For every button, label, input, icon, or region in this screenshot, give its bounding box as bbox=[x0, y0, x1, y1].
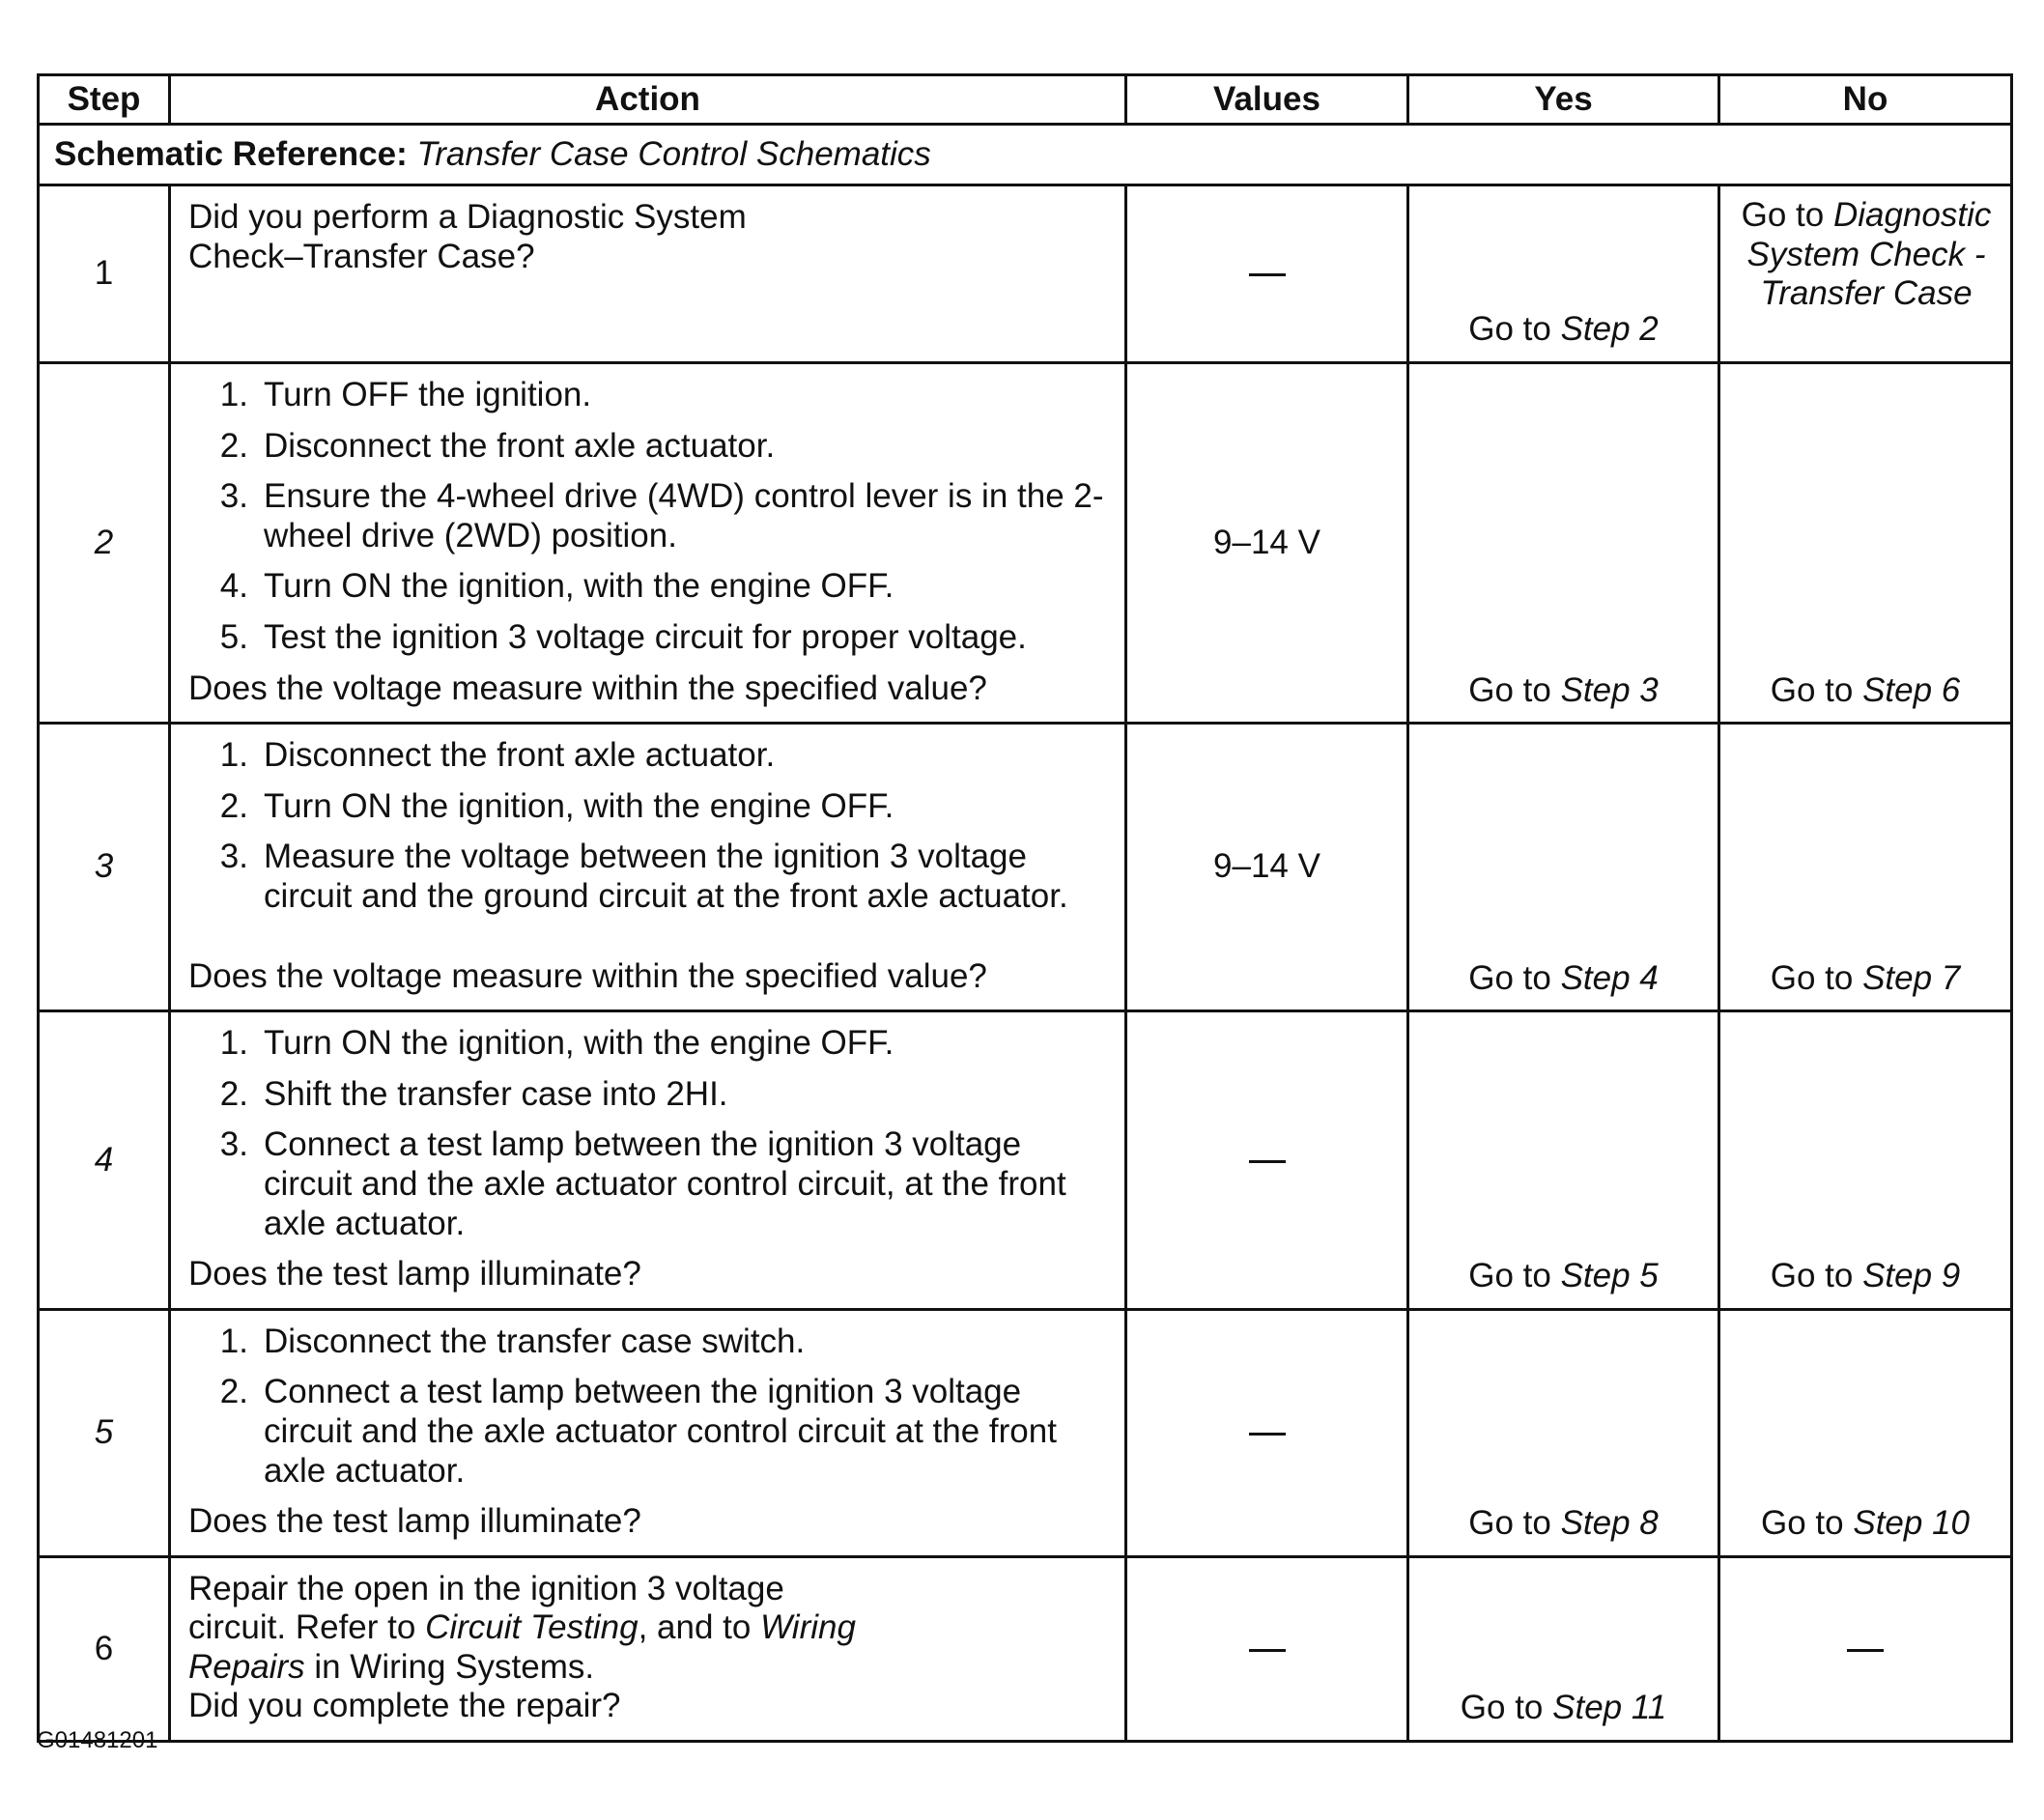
action-question: Did you complete the repair? bbox=[188, 1687, 621, 1725]
yes-step-ref: Step 5 bbox=[1560, 1257, 1659, 1295]
no-ref: Diagnostic System Check - Transfer Case bbox=[1746, 196, 1992, 313]
yes-step-ref: Step 4 bbox=[1560, 958, 1659, 997]
header-step: Step bbox=[39, 75, 170, 125]
action-cell bbox=[170, 185, 1126, 363]
no-step-ref: Step 10 bbox=[1853, 1504, 1970, 1543]
yes-cell: Go to Step 8 bbox=[1408, 1309, 1719, 1556]
no-cell: Go to Step 10 bbox=[1719, 1309, 2012, 1556]
value-cell bbox=[1126, 1309, 1408, 1556]
value-cell bbox=[1126, 1011, 1408, 1310]
diagnostic-table bbox=[37, 73, 2013, 1743]
no-step-ref: Step 6 bbox=[1862, 670, 1961, 709]
list-item: 2. Shift the transfer case into 2HI. bbox=[219, 1074, 728, 1113]
repair-instruction: Repair the open in the ignition 3 voltage circuit. Refer to Circuit Testing, and to Wiring Repairs in Wiring Systems. bbox=[188, 1569, 856, 1686]
go-to-label: Go to bbox=[1468, 310, 1551, 349]
step-number: 6 bbox=[39, 1556, 170, 1741]
list-item: 2. Turn ON the ignition, with the engine OFF. bbox=[219, 786, 894, 825]
schematic-reference-value: Transfer Case Control Schematics bbox=[416, 134, 931, 173]
yes-cell: Go to Step 5 bbox=[1408, 1011, 1719, 1310]
circuit-testing-ref: Circuit Testing bbox=[425, 1608, 639, 1647]
list-item: 4. Turn ON the ignition, with the engine OFF. bbox=[219, 567, 894, 606]
table-row bbox=[39, 1309, 2012, 1556]
step-number: 3 bbox=[39, 724, 170, 1011]
value-cell bbox=[1126, 185, 1408, 363]
list-item: 3. Ensure the 4-wheel drive (4WD) control lever is in the 2-wheel drive (2WD) position. bbox=[219, 477, 1104, 555]
header-action: Action bbox=[170, 75, 1126, 125]
go-to-label: Go to bbox=[1741, 196, 1825, 234]
header-row bbox=[39, 75, 2012, 125]
action-cell bbox=[170, 724, 1126, 1011]
yes-step-ref: Step 3 bbox=[1560, 670, 1659, 709]
list-item: 3. Measure the voltage between the ignition 3 voltage circuit and the ground circuit at the front axle actuator. bbox=[219, 838, 1068, 915]
list-item: 1. Disconnect the transfer case switch. bbox=[219, 1322, 806, 1360]
list-item: 1. Disconnect the front axle actuator. bbox=[219, 736, 776, 775]
table-row bbox=[39, 724, 2012, 1011]
list-item: 2. Disconnect the front axle actuator. bbox=[219, 426, 776, 465]
value-cell: 9–14 V bbox=[1126, 363, 1408, 724]
no-dash bbox=[1847, 1649, 1884, 1652]
yes-step-ref: Step 11 bbox=[1552, 1689, 1667, 1727]
list-item: 1. Turn OFF the ignition. bbox=[219, 376, 592, 413]
list-item: 1. Turn ON the ignition, with the engine OFF. bbox=[219, 1024, 894, 1063]
yes-cell: Go to Step 11 bbox=[1408, 1556, 1719, 1741]
yes-step-ref: Step 2 bbox=[1560, 310, 1659, 349]
action-question: Does the test lamp illuminate? bbox=[188, 1502, 641, 1541]
action-question: Does the test lamp illuminate? bbox=[188, 1255, 641, 1294]
action-text: Did you perform a Diagnostic System Check–Transfer Case? bbox=[188, 198, 747, 275]
action-cell bbox=[170, 1011, 1126, 1310]
figure-id: G01481201 bbox=[37, 1727, 158, 1753]
value-cell bbox=[1126, 1556, 1408, 1741]
step-number: 2 bbox=[39, 363, 170, 724]
no-step-ref: Step 9 bbox=[1862, 1257, 1961, 1295]
yes-cell bbox=[1408, 185, 1719, 363]
no-cell: Go to Step 9 bbox=[1719, 1011, 2012, 1310]
list-item: 2. Connect a test lamp between the ignition 3 voltage circuit and the axle actuator control circuit at the front axle actuator. bbox=[219, 1373, 1057, 1490]
action-cell bbox=[170, 363, 1126, 724]
action-cell bbox=[170, 1309, 1126, 1556]
action-question: Does the voltage measure within the specified value? bbox=[188, 668, 987, 707]
value-dash bbox=[1249, 1649, 1286, 1652]
list-item: 3. Connect a test lamp between the ignition 3 voltage circuit and the axle actuator control circuit, at the front axle actuator. bbox=[219, 1125, 1066, 1242]
step-number: 1 bbox=[39, 185, 170, 363]
header-yes: Yes bbox=[1408, 75, 1719, 125]
wiring-repairs-ref: Wiring Repairs bbox=[188, 1608, 856, 1686]
action-steps bbox=[188, 736, 1107, 927]
table-row bbox=[39, 1556, 2012, 1741]
step-number: 5 bbox=[39, 1309, 170, 1556]
value-cell: 9–14 V bbox=[1126, 724, 1408, 1011]
table-row bbox=[39, 363, 2012, 724]
no-cell: Go to Step 6 bbox=[1719, 363, 2012, 724]
schematic-reference-row bbox=[39, 125, 2012, 185]
list-item: 5. Test the ignition 3 voltage circuit for proper voltage. bbox=[219, 617, 1027, 656]
value-dash bbox=[1249, 1160, 1286, 1163]
schematic-reference bbox=[39, 125, 2012, 185]
table-row bbox=[39, 1011, 2012, 1310]
header-no: No bbox=[1719, 75, 2012, 125]
no-cell bbox=[1719, 1556, 2012, 1741]
action-cell bbox=[170, 1556, 1126, 1741]
action-question: Does the voltage measure within the specified value? bbox=[188, 956, 987, 995]
step-number: 4 bbox=[39, 1011, 170, 1310]
action-steps bbox=[188, 1322, 1107, 1502]
yes-step-ref: Step 8 bbox=[1560, 1504, 1659, 1543]
schematic-reference-label: Schematic Reference: bbox=[54, 134, 408, 173]
no-cell: Go to Step 7 bbox=[1719, 724, 2012, 1011]
table-row bbox=[39, 185, 2012, 363]
no-step-ref: Step 7 bbox=[1862, 958, 1961, 997]
yes-cell: Go to Step 4 bbox=[1408, 724, 1719, 1011]
value-dash bbox=[1249, 273, 1286, 276]
no-cell bbox=[1719, 185, 2012, 363]
action-steps bbox=[188, 1024, 1107, 1255]
header-values: Values bbox=[1126, 75, 1408, 125]
yes-cell: Go to Step 3 bbox=[1408, 363, 1719, 724]
action-steps bbox=[188, 376, 1107, 669]
value-dash bbox=[1249, 1433, 1286, 1436]
